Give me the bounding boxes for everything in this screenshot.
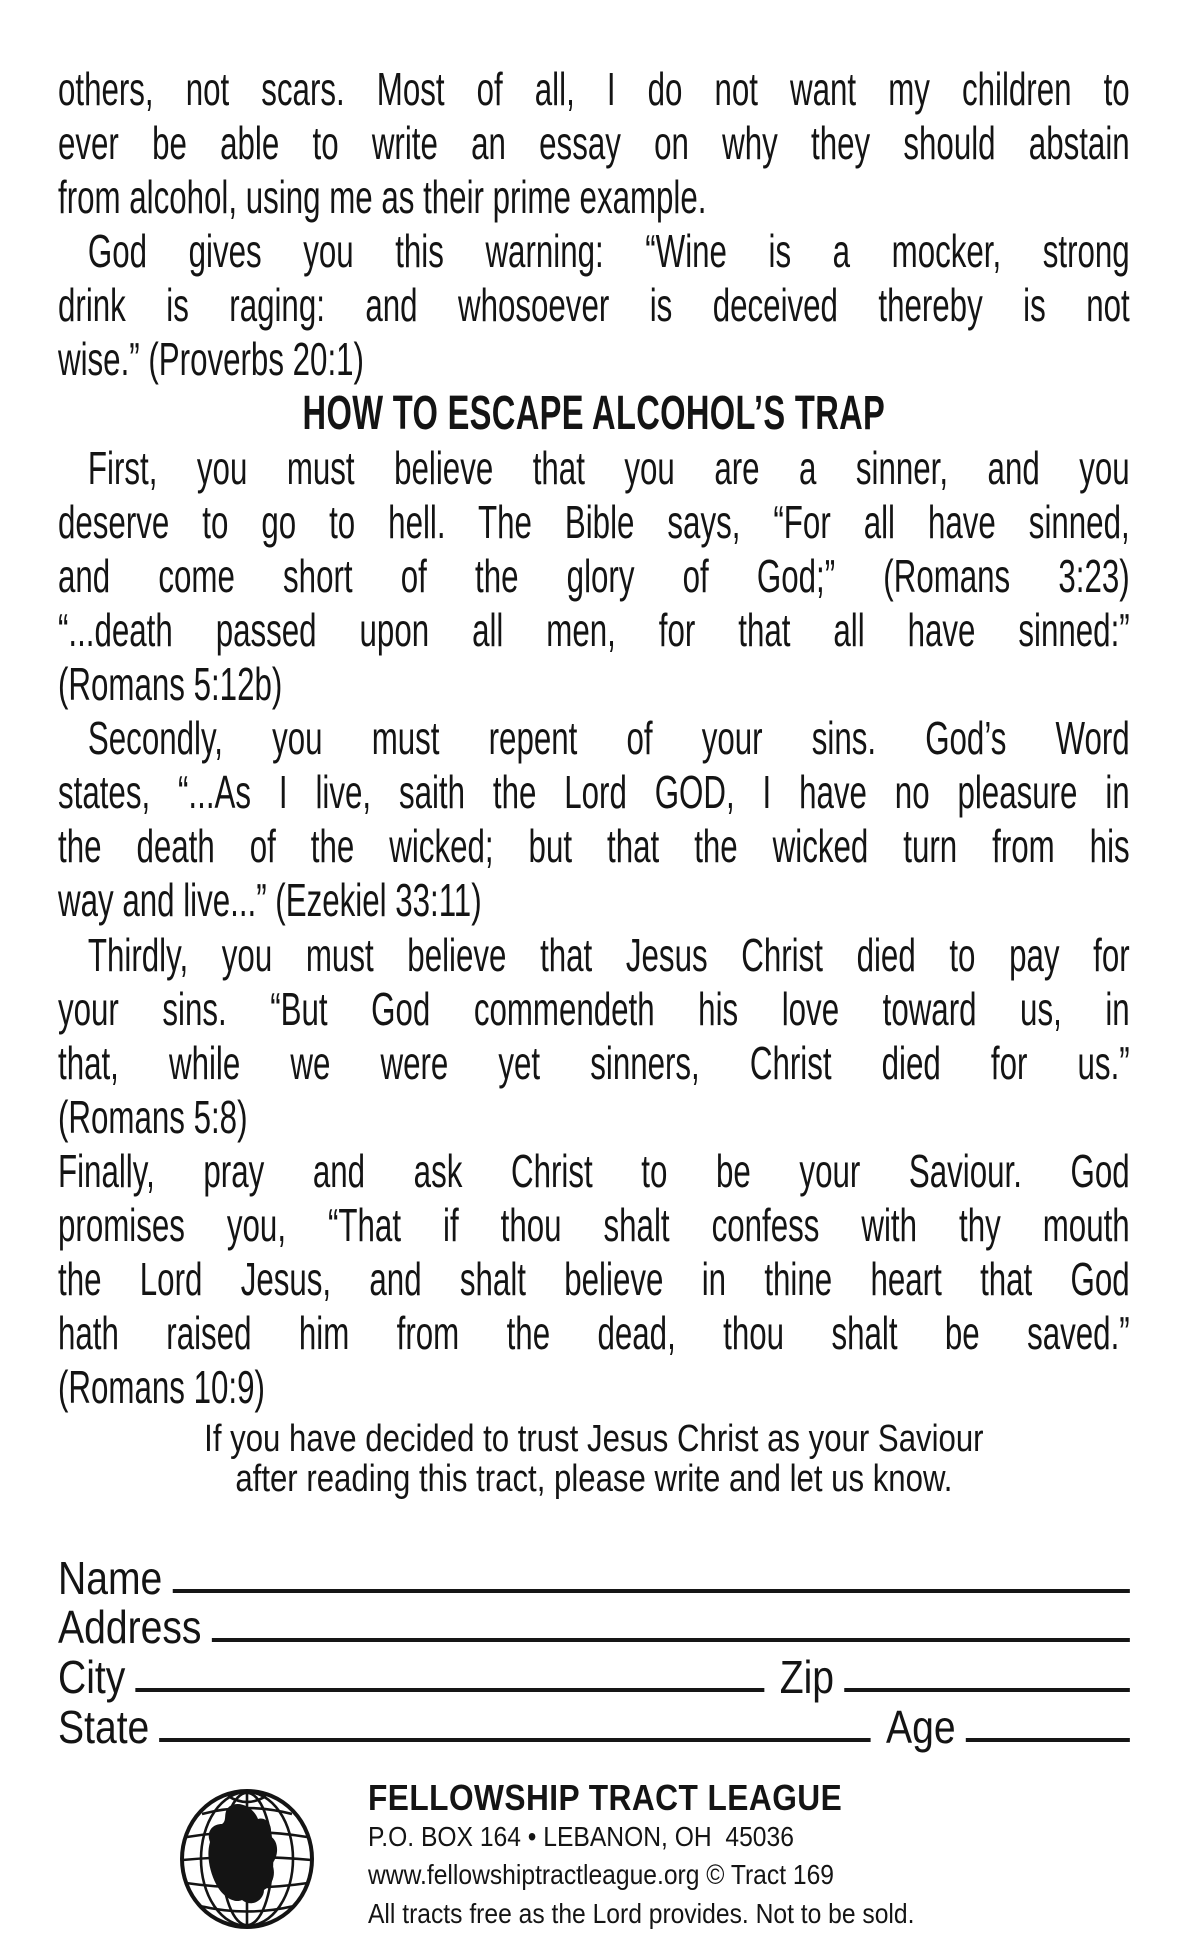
body-line: and come short of the glory of God;” (Romans 3:23) xyxy=(58,549,1130,602)
body-line: that, while we were yet sinners, Christ died for us.” xyxy=(58,1036,1130,1089)
zip-fill-line xyxy=(844,1688,1130,1692)
section-heading: HOW TO ESCAPE ALCOHOL’S TRAP xyxy=(302,386,886,440)
body-line: others, not scars. Most of all, I do not want my children to xyxy=(58,63,1130,115)
form-row-address xyxy=(58,1593,1130,1654)
body-line: Finally, pray and ask Christ to be your Saviour. God xyxy=(58,1144,1130,1197)
state-label: State xyxy=(58,1700,150,1753)
response-note xyxy=(58,1419,1130,1499)
org-name: FELLOWSHIP TRACT LEAGUE xyxy=(368,1777,843,1818)
body-line: your sins. “But God commendeth his love toward us, in xyxy=(58,982,1130,1035)
body-line: the Lord Jesus, and shalt believe in thine heart that God xyxy=(58,1253,1130,1306)
footer-text-block xyxy=(368,1778,1130,1933)
globe-icon xyxy=(178,1786,317,1931)
address-fill-line xyxy=(212,1638,1130,1642)
website-line: www.fellowshiptractleague.org © Tract 169 xyxy=(368,1859,835,1891)
body-line: ever be able to write an essay on why they should abstain xyxy=(58,117,1130,170)
age-label: Age xyxy=(886,1700,956,1753)
city-fill-line xyxy=(136,1688,765,1692)
body-line: hath raised him from the dead, thou shalt be saved.” xyxy=(58,1307,1130,1360)
body-line: deserve to go to hell. The Bible says, “For all have sinned, xyxy=(58,495,1130,548)
zip-label: Zip xyxy=(779,1651,835,1704)
body-line: “...death passed upon all men, for that all have sinned:” xyxy=(58,603,1130,656)
form-row-city-zip xyxy=(58,1642,1130,1704)
state-fill-line xyxy=(160,1738,871,1742)
city-label: City xyxy=(58,1651,126,1704)
name-fill-line xyxy=(173,1589,1130,1593)
address-label: Address xyxy=(58,1601,202,1654)
body-line: way and live...” (Ezekiel 33:11) xyxy=(58,874,482,927)
response-note-line: If you have decided to trust Jesus Christ as your Saviour xyxy=(204,1418,984,1460)
age-fill-line xyxy=(966,1738,1130,1742)
body-line: drink is raging: and whosoever is deceived thereby is not xyxy=(58,279,1130,332)
body-line: God gives you this warning: “Wine is a mocker, strong xyxy=(87,225,1130,278)
body-line: promises you, “That if thou shalt confess with thy mouth xyxy=(58,1198,1130,1251)
response-note-line: after reading this tract, please write and let us know. xyxy=(235,1458,953,1500)
body-line: from alcohol, using me as their prime example. xyxy=(58,171,707,224)
body-text-block xyxy=(58,62,1130,1414)
tract-note: All tracts free as the Lord provides. Not to be sold. xyxy=(368,1897,915,1929)
body-line: Secondly, you must repent of your sins. God’s Word xyxy=(87,712,1130,765)
body-line: (Romans 10:9) xyxy=(58,1361,265,1414)
body-line: First, you must believe that you are a sinner, and you xyxy=(87,441,1130,494)
body-line: (Romans 5:12b) xyxy=(58,658,283,711)
body-line: the death of the wicked; but that the wicked turn from his xyxy=(58,820,1130,873)
po-address: P.O. BOX 164 • LEBANON, OH 45036 xyxy=(368,1821,794,1852)
body-line: Thirdly, you must believe that Jesus Christ died to pay for xyxy=(87,928,1130,981)
body-line: (Romans 5:8) xyxy=(58,1090,248,1143)
form-row-state-age xyxy=(58,1692,1130,1753)
response-form xyxy=(58,1543,1130,1753)
form-row-name xyxy=(58,1543,1130,1604)
body-line: wise.” (Proverbs 20:1) xyxy=(58,333,364,386)
body-line: states, “...As I live, saith the Lord GOD, I have no pleasure in xyxy=(58,766,1130,819)
name-label: Name xyxy=(58,1551,163,1604)
